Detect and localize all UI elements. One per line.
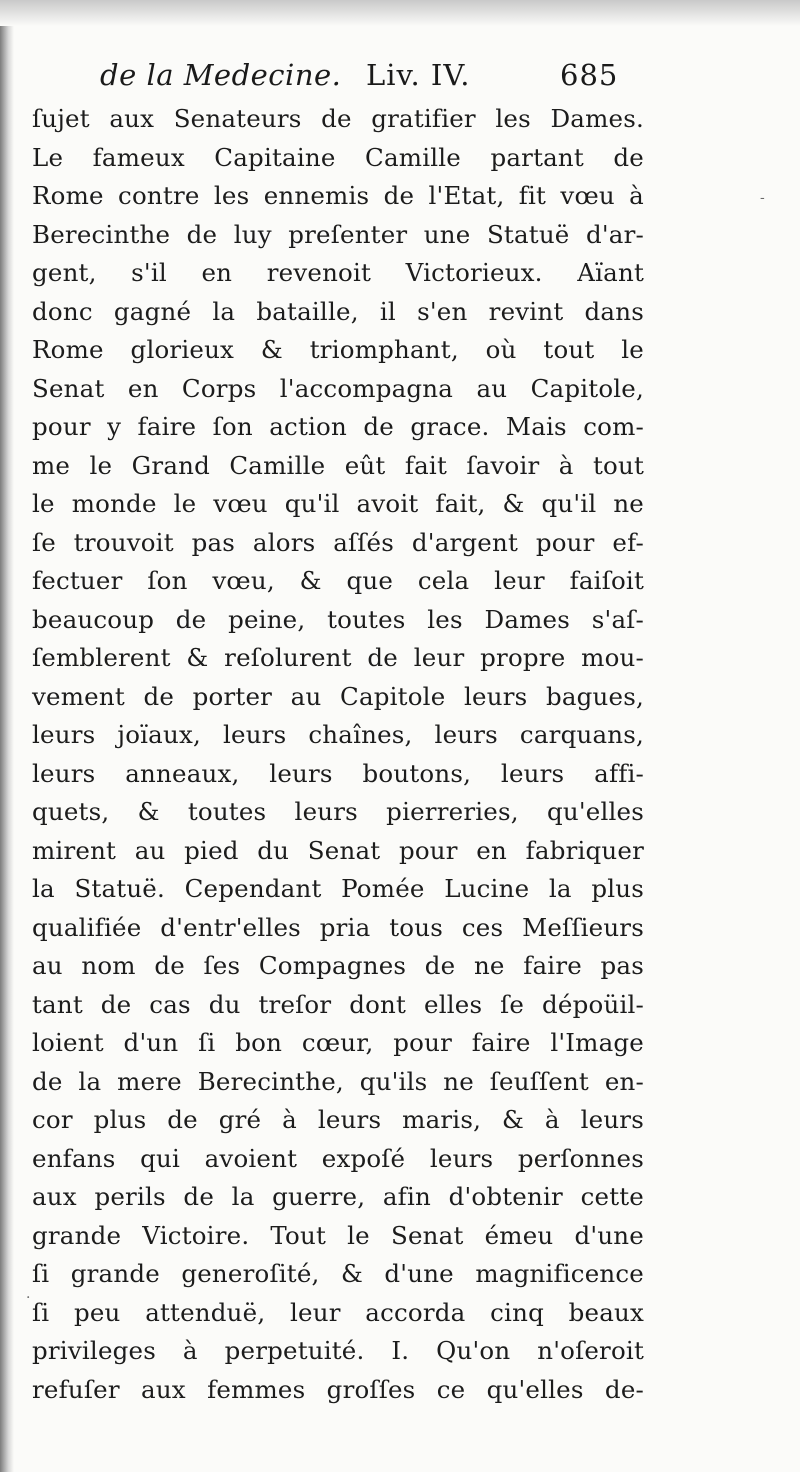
text-line: la Statuë. Cependant Pomée Lucine la plus [32,874,644,903]
text-line: ſi grande generoſité, & d'une magnificence [32,1259,644,1288]
text-line: Berecinthe de luy preſenter une Statuë d'ar- [32,219,644,249]
text-line: refuſer aux femmes groſſes ce qu'elles de- [32,1374,644,1404]
text-line: me le Grand Camille eût fait ſavoir à tout [32,450,644,480]
text-line: ſi peu attenduë, leur accorda cinq beaux [32,1297,644,1327]
page-header [100,52,640,100]
text-line: leurs anneaux, leurs boutons, leurs affi- [32,758,644,788]
page-number: 685 [560,58,619,92]
text-line: loient d'un ſi bon cœur, pour faire l'Image [32,1028,644,1057]
text-line: gent, s'il en revenoit Victorieux. Aïant [32,258,644,287]
text-line: quets, & toutes leurs pierreries, qu'elles [32,797,644,826]
page-top-shadow [0,0,800,26]
text-line: privileges à perpetuité. I. Qu'on n'oſeroit [32,1336,644,1365]
page-gutter-shadow [0,0,14,1472]
text-line: qualifiée d'entr'elles pria tous ces Meſſieurs [32,912,644,942]
text-line: donc gagné la bataille, il s'en revint dans [32,296,644,326]
text-line: aux perils de la guerre, afin d'obtenir cette [32,1182,644,1211]
margin-speck: · [26,1290,31,1306]
text-line: tant de cas du treſor dont elles ſe dépoüil- [32,989,644,1019]
text-line: grande Victoire. Tout le Senat émeu d'une [32,1220,644,1250]
text-line: cor plus de gré à leurs maris, & à leurs [32,1105,644,1134]
margin-speck: - [760,190,765,206]
running-title: de la Medecine. [100,58,342,92]
text-line: Le fameux Capitaine Camille partant de [32,142,644,172]
text-line: ſemblerent & reſolurent de leur propre mou- [32,643,644,672]
text-line: fectuer ſon vœu, & que cela leur faiſoit [32,566,644,595]
text-line: le monde le vœu qu'il avoit fait, & qu'il ne [32,489,644,518]
text-line: pour y faire ſon action de grace. Mais com- [32,412,644,441]
text-line: beaucoup de peine, toutes les Dames s'aſ- [32,604,644,634]
text-line: ſe trouvoit pas alors aſſés d'argent pour ef- [32,527,644,557]
text-line: Senat en Corps l'accompagna au Capitole, [32,373,644,403]
text-line: au nom de ſes Compagnes de ne faire pas [32,951,644,980]
text-line: Rome contre les ennemis de l'Etat, fit vœu à [32,181,644,210]
text-line: mirent au pied du Senat pour en fabriquer [32,835,644,865]
text-line: enfans qui avoient expoſé leurs perſonnes [32,1143,644,1173]
text-line: leurs joïaux, leurs chaînes, leurs carquans, [32,720,644,749]
text-line: Rome glorieux & triomphant, où tout le [32,335,644,364]
text-line: vement de porter au Capitole leurs bagues, [32,681,644,711]
body-text [32,100,644,1409]
text-line: ſujet aux Senateurs de gratifier les Dames. [32,104,644,133]
text-line: de la mere Berecinthe, qu'ils ne ſeuſſent en- [32,1066,644,1096]
book-reference: Liv. IV. [366,58,471,92]
